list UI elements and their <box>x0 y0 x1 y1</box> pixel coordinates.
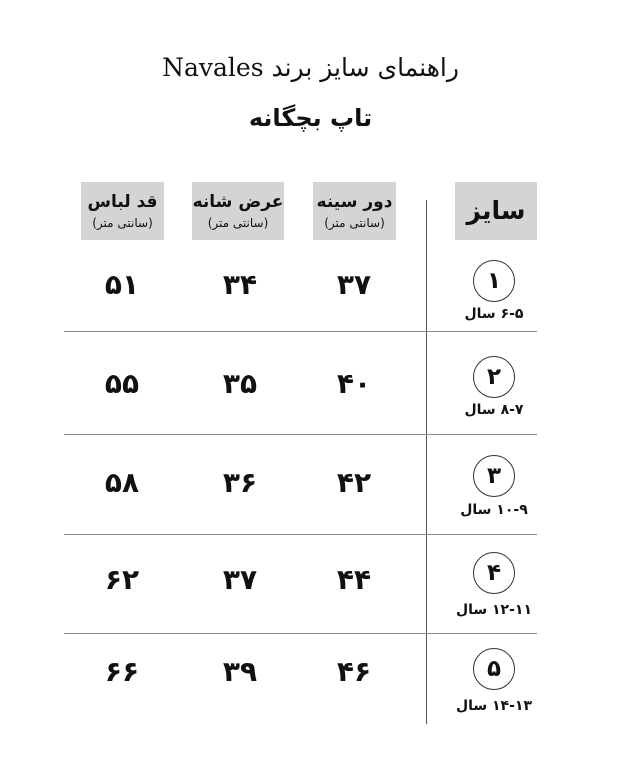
row-divider <box>64 534 537 535</box>
shoulder-value: ۳۶ <box>222 466 258 499</box>
chest-value: ۴۶ <box>336 655 372 688</box>
age-range: ۱۴-۱۳ سال <box>455 698 533 714</box>
size-badge: ۱ <box>473 260 515 302</box>
length-value: ۶۶ <box>104 655 140 688</box>
row-divider <box>64 633 537 634</box>
age-range: ۶-۵ سال <box>464 306 524 322</box>
shoulder-value: ۳۷ <box>222 563 258 596</box>
row-divider <box>64 434 537 435</box>
column-divider <box>426 200 427 724</box>
column-header-unit: (سانتی متر) <box>207 216 269 230</box>
length-value: ۵۱ <box>104 268 140 301</box>
column-header-label: سایز <box>466 196 526 225</box>
chest-value: ۴۰ <box>336 367 372 400</box>
age-range: ۱۲-۱۱ سال <box>455 602 533 618</box>
age-range: ۱۰-۹ سال <box>460 502 528 518</box>
age-range: ۸-۷ سال <box>464 402 524 418</box>
page-title: راهنمای سایز برند Navales <box>162 53 459 82</box>
length-value: ۶۲ <box>104 563 140 596</box>
size-badge: ۳ <box>473 455 515 497</box>
shoulder-value: ۳۴ <box>222 268 258 301</box>
column-header-label: قد لباس <box>87 192 158 212</box>
column-header-length <box>81 182 164 240</box>
column-header-chest <box>313 182 396 240</box>
column-header-label: دور سینه <box>316 192 393 212</box>
size-badge: ۲ <box>473 356 515 398</box>
shoulder-value: ۳۹ <box>222 655 258 688</box>
chest-value: ۳۷ <box>336 268 372 301</box>
size-badge: ۵ <box>473 648 515 690</box>
size-badge: ۴ <box>473 552 515 594</box>
chest-value: ۴۴ <box>336 563 372 596</box>
column-header-shoulder <box>192 182 284 240</box>
row-divider <box>64 331 537 332</box>
page-subtitle: تاپ بچگانه <box>248 104 373 132</box>
length-value: ۵۸ <box>104 466 140 499</box>
length-value: ۵۵ <box>104 367 140 400</box>
column-header-unit: (سانتی متر) <box>92 216 153 230</box>
shoulder-value: ۳۵ <box>222 367 258 400</box>
column-header-label: عرض شانه <box>192 192 284 212</box>
column-header-unit: (سانتی متر) <box>324 216 385 230</box>
column-header-size <box>455 182 537 240</box>
chest-value: ۴۲ <box>336 466 372 499</box>
